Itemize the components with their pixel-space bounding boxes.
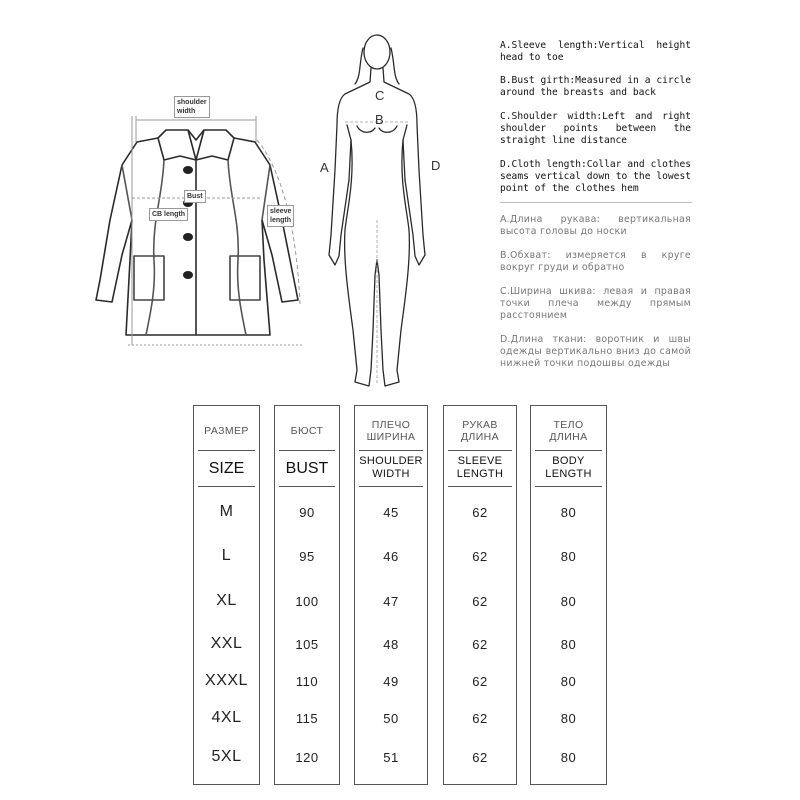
figure-label-d: D xyxy=(431,158,441,173)
table-cell: 62 xyxy=(472,637,488,652)
desc-ru-shoulder: C.Ширина шкива: левая и правая точки плеча между прямым расстоянием xyxy=(500,286,691,321)
desc-en-bust: B.Bust girth:Measured in a circle around the breasts and back xyxy=(500,75,691,98)
column-header-ru: ПЛЕЧО ШИРИНА xyxy=(366,419,416,443)
table-cell: 62 xyxy=(472,674,488,689)
desc-ru-cloth-length: D.Длина ткани: воротник и швы одежды вертикально вниз до самой нижней точки подошвы одежды xyxy=(500,334,691,369)
sleeve-length-column xyxy=(443,405,517,785)
desc-en-cloth-length: D.Cloth length:Collar and clothes seams vertical down to the lowest point of the clothes hem xyxy=(500,159,691,194)
column-header-en: SIZE xyxy=(208,459,245,477)
description-divider xyxy=(500,202,692,203)
shoulder-width-column xyxy=(354,405,428,785)
header-divider xyxy=(535,486,602,487)
table-cell: 51 xyxy=(383,750,399,765)
table-cell: 90 xyxy=(299,505,315,520)
table-cell: 80 xyxy=(560,505,577,520)
table-cell: 62 xyxy=(472,750,488,765)
column-header-ru: БЮСТ xyxy=(290,425,324,437)
table-cell: 45 xyxy=(383,505,399,520)
header-divider xyxy=(279,450,335,451)
size-column xyxy=(193,405,260,785)
table-cell: 4XL xyxy=(211,709,242,726)
table-cell: 105 xyxy=(295,637,319,652)
table-cell: 100 xyxy=(295,594,319,609)
column-header-ru: ТЕЛО ДЛИНА xyxy=(549,419,588,443)
table-cell: 5XL xyxy=(211,748,242,765)
coat-label-sleeve-length: sleeve length xyxy=(267,205,294,227)
table-cell: 95 xyxy=(299,549,315,564)
table-cell: 80 xyxy=(560,674,577,689)
table-cell: 120 xyxy=(295,750,319,765)
table-cell: 80 xyxy=(560,750,577,765)
desc-ru-bust: B.Обхват: измеряется в круге вокруг груди и обратно xyxy=(500,250,691,273)
column-header-ru: РАЗМЕР xyxy=(204,425,249,437)
table-cell: 50 xyxy=(383,711,399,726)
figure-label-a: A xyxy=(320,160,329,175)
table-cell: 47 xyxy=(383,594,399,609)
body-silhouette xyxy=(325,30,447,392)
table-cell: 115 xyxy=(295,711,319,726)
column-header-en: BODY LENGTH xyxy=(545,455,592,480)
table-cell: 49 xyxy=(383,674,399,689)
body-figure xyxy=(320,30,447,392)
table-cell: 80 xyxy=(560,549,577,564)
table-cell: 48 xyxy=(383,637,399,652)
column-header-ru: РУКАВ ДЛИНА xyxy=(460,419,500,443)
desc-ru-sleeve: A.Длина рукава: вертикальная высота головы до носки xyxy=(500,214,691,237)
table-cell: L xyxy=(221,547,232,564)
table-cell: 80 xyxy=(560,711,577,726)
table-cell: 62 xyxy=(472,505,488,520)
table-cell: 62 xyxy=(472,594,488,609)
desc-en-sleeve: A.Sleeve length:Vertical height head to toe xyxy=(500,40,691,63)
column-header-en: BUST xyxy=(285,459,329,477)
table-cell: 46 xyxy=(383,549,399,564)
desc-en-shoulder: C.Shoulder width:Left and right shoulder points between the straight line distance xyxy=(500,111,691,146)
body-length-column xyxy=(530,405,607,785)
table-cell: 62 xyxy=(472,711,488,726)
table-cell: M xyxy=(219,503,234,520)
coat-label-cb-length: CB length xyxy=(149,208,188,221)
header-divider xyxy=(198,450,255,451)
header-divider xyxy=(448,486,512,487)
figure-label-b: B xyxy=(375,112,384,127)
coat-diagram xyxy=(92,90,314,355)
table-cell: 62 xyxy=(472,549,488,564)
header-divider xyxy=(448,450,512,451)
column-header-en: SLEEVE LENGTH xyxy=(456,455,504,480)
table-cell: 110 xyxy=(295,674,319,689)
header-divider xyxy=(535,450,602,451)
header-divider xyxy=(279,486,335,487)
bust-column xyxy=(274,405,340,785)
coat-label-shoulder-width: shoulder width xyxy=(174,96,210,118)
column-header-en: SHOULDER WIDTH xyxy=(359,455,423,480)
table-cell: 80 xyxy=(560,637,577,652)
figure-label-c: C xyxy=(375,88,385,103)
header-divider xyxy=(359,486,423,487)
table-cell: XXXL xyxy=(205,672,248,689)
header-divider xyxy=(198,486,255,487)
header-divider xyxy=(359,450,423,451)
table-cell: XL xyxy=(216,592,237,609)
coat-label-bust: Bust xyxy=(184,190,206,203)
table-cell: XXL xyxy=(210,635,243,652)
table-cell: 80 xyxy=(560,594,577,609)
